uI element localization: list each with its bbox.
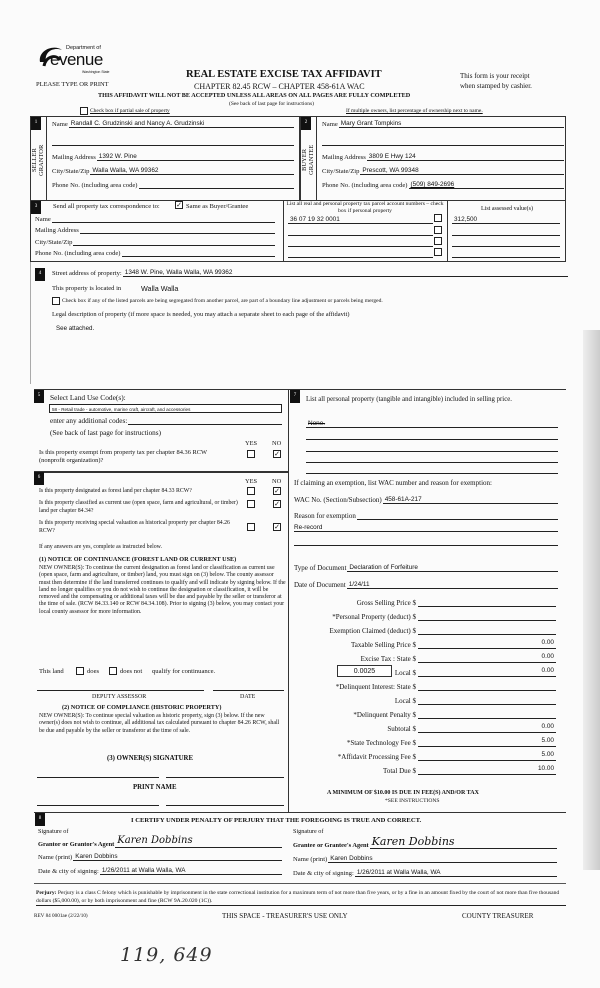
seller-city-row: City/State/Zip Walla Walla, WA 99362 [52,166,294,175]
county-treasurer: COUNTY TREASURER [462,912,534,920]
grantor-sig-row: Grantor or Grantor's Agent Karen Dobbins [38,836,282,848]
corr-phone-field[interactable] [122,248,275,257]
buyer-name-row-2 [322,137,564,146]
section-1-badge: 1 [31,117,41,130]
buyer-grantee-label: BUYER GRANTEE [301,144,315,176]
this-land-label: This land [39,668,64,675]
receipt-note-1: This form is your receipt [460,72,530,80]
personal-property-checkbox[interactable] [434,248,442,256]
personal-property-row [306,419,558,428]
parcel-row [288,249,433,258]
grantee-sig-of: Signature of [293,828,324,835]
qualify-label: qualify for continuance. [152,668,216,675]
local-tax-field[interactable]: 0.00 [418,667,556,677]
section-7-badge: 7 [290,390,300,403]
corr-name-row: Name [35,214,275,223]
no-header: NO [272,440,282,447]
fee-row-processing: *Affidavit Processing Fee $ 5.00 [337,751,554,761]
land-use-select[interactable]: 58 - Retail trade - automotive, marine craft, aircraft, and accessories [49,404,282,413]
minimum-note: A MINIMUM OF $10.00 IS DUE IN FEE(S) AND/OR TAX [327,790,479,796]
buyer-name-field[interactable]: Mary Grant Tompkins [339,119,564,128]
corr-name-field[interactable] [52,214,275,223]
doc-date-field[interactable]: 1/24/11 [347,580,558,589]
current-use-question: Is this property classified as current use (open space, farm and agricultural, or timber) land per chapter 84.34? [39,500,238,514]
parcel-field[interactable] [288,249,433,258]
wac-row: WAC No. (Section/Subsection) 458-61A-217 [294,495,558,504]
local-rate-field[interactable]: 0.0025 [337,665,392,677]
grantor-name-field[interactable]: Karen Dobbins [73,852,282,861]
print-name-line[interactable] [37,805,159,806]
fee-row-total: Total Due $ 10.00 [383,765,554,775]
logo-name: evenue [50,50,103,69]
reason-value-row [294,523,558,532]
corr-mailing-row: Mailing Address [35,225,275,234]
gross-price-field[interactable] [418,597,556,607]
scan-edge [583,330,600,870]
assessed-row [452,227,560,236]
doc-date-row: Date of Document 1/24/11 [294,580,558,589]
seller-phone-row: Phone No. (including area code) [52,180,294,189]
personal-property-line[interactable] [306,473,558,474]
partial-sale-label: Check box if partial sale of property [90,108,170,114]
no-header-6: NO [272,478,282,485]
owner-signature-line[interactable] [37,777,159,778]
seller-name-row-2 [52,137,294,146]
grantee-sig-row: Grantee or Grantee's Agent Karen Dobbins [293,836,557,849]
grantor-date-row: Date & city of signing: 1/26/2011 at Walla Walla, WA [38,866,282,875]
assessed-field[interactable] [452,249,560,258]
grantor-signature[interactable]: Karen Dobbins [115,836,282,848]
buyer-mailing-field[interactable]: 3809 E Hwy 124 [367,152,564,161]
delinquent-state-field[interactable] [418,681,556,691]
treasurer-space: THIS SPACE - TREASURER'S USE ONLY [222,912,348,920]
please-type: PLEASE TYPE OR PRINT [36,81,109,88]
fee-row-delinquent-state: *Delinquent Interest: State $ [298,680,556,691]
exemption-deduct-field[interactable] [418,625,556,635]
perjury-notice: Perjury: Perjury is a class C felony which is punishable by imprisonment in the state correctional institution for a maximum term of not more than five years, or by a fine in an amount fixed by the court of not more than five thousand dollars ($5,000.00), or by both imprisonment and fine (RCW 9A.20.020 (1C)). [36,889,566,906]
current-use-no-checkbox[interactable]: ✓ [274,500,280,508]
warning: THIS AFFIDAVIT WILL NOT BE ACCEPTED UNLESS ALL AREAS ON ALL PAGES ARE FULLY COMPLETED [98,92,411,99]
parcel-row [288,215,433,224]
print-name-line-2[interactable] [166,805,284,806]
forest-yes-checkbox[interactable] [247,487,255,495]
assessed-row [452,238,560,247]
exempt-question: Is this property exempt from property tax per chapter 84.36 RCW (nonprofit organization)? [39,449,207,464]
logo-dept: Department of [66,45,101,51]
handwritten-number: 119, 649 [120,944,213,966]
parcel-header: List all real and personal property tax parcel account numbers – check box if personal property [286,201,444,214]
section-4-box [30,262,31,384]
see-back: (See back of last page for instructions) [229,101,314,107]
delinquent-local-field[interactable] [418,695,556,705]
does-not-qualify-checkbox[interactable] [109,667,117,675]
assessed-row [452,249,560,258]
parcel-row [288,238,433,247]
fee-row-subtotal: Subtotal $ 0.00 [387,723,554,733]
technology-fee-field[interactable]: 5.00 [418,737,556,747]
personal-property-line[interactable] [306,439,558,440]
if-yes-note: If any answers are yes, complete as instructed below. [39,544,162,550]
parcel-field[interactable]: 36 07 19 32 0001 [288,215,433,224]
notice2-text: NEW OWNER(S): To continue special valuation as historic property, sign (3) below. If the new owner(s) does not wish to continue, all additional tax calculated pursuant to chapter 84.26 RCW, shall be due and payable by the seller or transferor at the time of sale. [39,713,280,734]
same-as-buyer-checkbox[interactable]: ✓ [176,201,182,209]
fee-row-state-tax: Excise Tax : State $ 0.00 [360,653,554,663]
buyer-name-row: Name Mary Grant Tompkins [322,119,564,128]
receipt-note-2: when stamped by cashier. [460,82,532,90]
notice2-title: (2) NOTICE OF COMPLIANCE (HISTORIC PROPERTY) [62,704,222,711]
segregated-checkbox[interactable] [52,297,60,305]
seller-city-field[interactable]: Walla Walla, WA 99362 [90,166,294,175]
form-title: REAL ESTATE EXCISE TAX AFFIDAVIT [186,69,382,80]
grantee-signature[interactable]: Karen Dobbins [370,836,557,849]
select-land-use-label: Select Land Use Code(s): [50,393,126,402]
deputy-assessor-line[interactable] [37,690,204,691]
street-field[interactable]: 1348 W. Pine, Walla Walla, WA 99362 [123,268,568,277]
reason-line[interactable] [357,511,558,520]
grantee-date-row: Date & city of signing: 1/26/2011 at Walla Walla, WA [293,868,557,877]
street-row: Street address of property: 1348 W. Pine, Walla Walla, WA 99362 [52,268,568,277]
assessed-row [452,215,560,224]
see-instructions: *SEE INSTRUCTIONS [385,798,440,804]
seller-mailing-row: Mailing Address 1392 W. Pine [52,152,294,161]
notice1-text: NEW OWNER(S): To continue the current designation as forest land or classification as current use (open space, farm and agriculture, or timber) land, you must sign on (3) below. The county assessor must then determine if the land transferred continues to qualify and will indicate by signing below. If the land no longer qualifies or you do not wish to continue the designation or classification, it will be removed and the compensating or additional taxes will be due and payable by the seller or transferor at the time of sale. (RCW 84.33.140 or RCW 84.34.108). Prior to signing (3) below, you may contact your local county assessor for more information. [39,565,286,615]
section-2-badge: 2 [301,117,311,130]
fee-row-exemption: Exemption Claimed (deduct) $ [298,624,556,635]
corr-city-row: City/State/Zip [35,237,275,246]
doc-type-row: Type of Document Declaration of Forfeiture [294,563,558,572]
forest-no-checkbox[interactable]: ✓ [274,487,280,495]
logo-state: Washington State [82,70,110,74]
historic-yes-checkbox[interactable] [247,523,255,531]
partial-sale-checkbox[interactable] [80,107,88,115]
section-4-badge: 4 [35,268,45,281]
penalty-field[interactable] [418,709,556,719]
buyer-phone-row: Phone No. (including area code) (509) 849-2696 [322,180,564,189]
state-tax-field[interactable]: 0.00 [418,653,556,663]
fee-row-local-tax: Local $ 0.00 [394,667,554,677]
divider [46,116,47,201]
same-as-buyer-label: Same as Buyer/Grantee [186,203,249,210]
seller-grantor-label: SELLER GRANTOR [31,144,45,176]
processing-fee-field[interactable]: 5.00 [418,751,556,761]
historic-no-checkbox[interactable]: ✓ [274,523,280,531]
personal-property-checkbox[interactable] [434,226,442,234]
wac-field[interactable]: 458-61A-217 [383,495,558,504]
personal-property-line[interactable] [306,462,558,463]
buyer-mailing-row: Mailing Address 3809 E Hwy 124 [322,152,564,161]
seller-name-row: Name Randall C. Grudzinski and Nancy A. Grudzinski [52,119,294,128]
corr-phone-row: Phone No. (including area code) [35,248,275,257]
form-subtitle: CHAPTER 82.45 RCW – CHAPTER 458-61A WAC [194,82,365,91]
buyer-city-field[interactable]: Prescott, WA 99348 [360,166,564,175]
seller-phone-field[interactable] [139,180,294,189]
exemption-label: If claiming an exemption, list WAC number and reason for exemption: [294,479,492,487]
print-name-label: PRINT NAME [133,784,177,791]
divider [316,116,317,201]
yes-header-6: YES [245,478,258,485]
section-3-badge: 3 [31,201,41,214]
total-due-field[interactable]: 10.00 [418,765,556,775]
see-back-5: (See back of last page for instructions) [50,429,161,437]
buyer-name-field-2[interactable] [322,137,564,146]
section-6-border [34,471,289,473]
located-field[interactable]: Walla Walla [141,284,179,293]
reason-field[interactable]: Re-record [294,523,558,532]
personal-property-line[interactable] [306,451,558,452]
owner-signature-label: (3) OWNER(S) SIGNATURE [107,755,193,762]
seller-name-field-2[interactable] [52,137,294,146]
seller-mailing-field[interactable]: 1392 W. Pine [97,152,294,161]
send-correspondence-label: Send all property tax correspondence to: [53,203,160,210]
personal-property-checkbox[interactable] [434,214,442,222]
seller-name-field[interactable]: Randall C. Grudzinski and Nancy A. Grudzinski [69,119,294,128]
fee-row-personal: *Personal Property (deduct) $ [298,610,556,621]
segregated-label: Check box if any of the listed parcels are being segregated from another parcel, are part of a boundary line adjustment or parcels being merged. [62,298,383,304]
exempt-yes-checkbox[interactable] [247,450,255,458]
corr-city-field[interactable] [73,237,275,246]
historic-question: Is this property receiving special valuation as historical property per chapter 84.26 RCW? [39,520,230,534]
section-8-badge: 8 [35,813,45,826]
grantee-name-field[interactable]: Karen Dobbins [328,854,557,863]
does-not-label: does not [120,668,143,675]
personal-deduct-field[interactable] [418,611,556,621]
divider [283,200,284,262]
assessed-header: List assessed value(s) [481,206,533,212]
reason-row: Reason for exemption [294,511,558,520]
does-qualify-checkbox[interactable] [76,667,84,675]
personal-property-field[interactable]: None. [306,419,558,428]
dor-logo [36,42,116,76]
fee-row-gross: Gross Selling Price $ [298,596,556,607]
form-number: REV 84 0001ae (2/22/10) [34,913,88,919]
certify-statement: I CERTIFY UNDER PENALTY OF PERJURY THAT THE FOREGOING IS TRUE AND CORRECT. [131,817,422,824]
doc-type-field[interactable]: Declaration of Forfeiture [347,563,558,572]
exempt-no-checkbox[interactable]: ✓ [274,450,280,458]
buyer-phone-field[interactable]: (509) 849-2696 [409,180,564,189]
reason-line-2[interactable] [294,545,558,546]
corr-mailing-field[interactable] [80,225,275,234]
assessed-field[interactable]: 312,500 [452,215,560,224]
fee-row-delinquent-local: Local $ [298,694,556,705]
multiple-owners-note: If multiple owners, list percentage of ownership next to name. [346,108,483,114]
date-line[interactable] [213,690,284,691]
yes-header: YES [245,440,258,447]
fee-row-taxable: Taxable Selling Price $ 0.00 [350,639,554,649]
assessed-field[interactable] [452,238,560,247]
parcel-row [288,227,433,236]
owner-signature-line-2[interactable] [166,777,284,778]
personal-property-label: List all personal property (tangible and intangible) included in selling price. [306,396,512,403]
date-label: DATE [240,694,256,700]
buyer-city-row: City/State/Zip Prescott, WA 99348 [322,166,564,175]
fee-row-penalty: *Delinquent Penalty $ [298,708,556,719]
legal-field[interactable]: See attached. [56,325,95,332]
assessed-field[interactable] [452,227,560,236]
section-5-badge: 5 [34,390,44,403]
parcel-field[interactable] [288,238,433,247]
grantor-date-field[interactable]: 1/26/2011 at Walla Walla, WA [100,866,282,875]
additional-codes-field[interactable] [128,416,282,425]
parcel-field[interactable] [288,227,433,236]
taxable-price-field[interactable]: 0.00 [418,639,556,649]
located-label: This property is located in [52,285,122,292]
additional-codes-row: enter any additional codes: [50,416,282,425]
grantee-name-row: Name (print) Karen Dobbins [293,854,557,863]
notice1-title: (1) NOTICE OF CONTINUANCE (FOREST LAND OR CURRENT USE) [39,556,237,563]
grantee-date-field[interactable]: 1/26/2011 at Walla Walla, WA [355,868,557,877]
subtotal-field[interactable]: 0.00 [418,723,556,733]
legal-label: Legal description of property (if more space is needed, you may attach a separate sheet to each page of the affidavit) [52,311,350,318]
divider [447,200,448,262]
grantor-name-row: Name (print) Karen Dobbins [38,852,282,861]
fee-row-technology: *State Technology Fee $ 5.00 [346,737,554,747]
does-label: does [87,668,100,675]
current-use-yes-checkbox[interactable] [247,500,255,508]
section-6-badge: 6 [34,472,44,485]
personal-property-checkbox[interactable] [434,237,442,245]
deputy-assessor-label: DEPUTY ASSESSOR [92,694,147,700]
forest-question: Is this property designated as forest land per chapter 84.33 RCW? [39,488,192,494]
grantor-sig-of: Signature of [38,828,69,835]
